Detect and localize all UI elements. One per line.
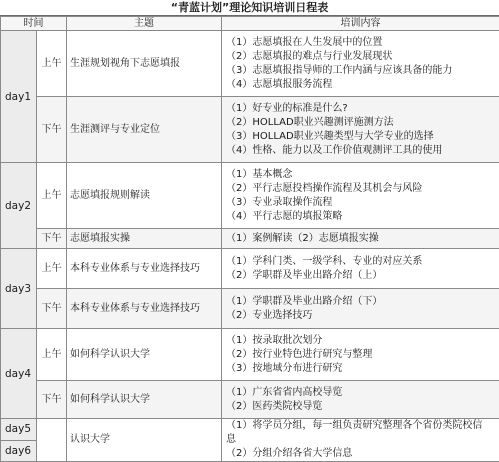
period-cell: 下午 <box>37 97 67 163</box>
topic-cell: 志愿填报实操 <box>67 229 222 249</box>
day-cell: day4 <box>1 329 37 419</box>
content-item: 息 <box>226 434 236 445</box>
topic-cell: 本科专业体系与专业选择技巧 <box>67 289 222 329</box>
content-item: （2）志愿填报的难点与行业发展现状 <box>226 50 393 62</box>
table-row <box>1 381 499 419</box>
topic-cell: 生涯规划视角下志愿填报 <box>67 31 222 97</box>
header-time: 时间 <box>1 17 67 31</box>
content-item: （1）基本概念 <box>226 168 293 180</box>
content-item: （1）按录取批次划分 <box>226 334 323 346</box>
content-item: （1）学职群及毕业出路介绍（下） <box>226 295 383 307</box>
topic-cell: 志愿填报规则解读 <box>67 163 222 229</box>
day-cell: day3 <box>1 249 37 329</box>
content-item: （2）医药类院校导览 <box>226 400 323 412</box>
day-cell: day2 <box>1 163 37 249</box>
table-row <box>1 329 499 381</box>
content-item: （1）志愿填报在人生发展中的位置 <box>226 36 383 48</box>
table-row <box>1 31 499 97</box>
content-item: （4）志愿填报服务流程 <box>226 78 333 90</box>
content-cell <box>222 229 499 249</box>
content-item: （1）案例解读（2）志愿填报实操 <box>226 232 379 244</box>
header-topic: 主题 <box>67 17 222 31</box>
content-item: （2）按行业特色进行研究与整理 <box>226 348 373 360</box>
content-item: （3）志愿填报指导师的工作内涵与应该具备的能力 <box>226 64 453 76</box>
content-item: （4）平行志愿的填报策略 <box>226 210 343 222</box>
table-row <box>1 229 499 249</box>
content-item: （1）将学员分组，每一组负责研究整理各个省份类院校信 <box>226 420 483 431</box>
content-item: （2）HOLLAD职业兴趣测评施测方法 <box>226 116 394 128</box>
period-cell: 下午 <box>37 381 67 419</box>
table-row <box>1 289 499 329</box>
content-item: （1）好专业的标准是什么? <box>226 102 348 114</box>
period-cell: 上午 <box>37 31 67 97</box>
content-item: （1）学科门类、一级学科、专业的对应关系 <box>226 255 423 267</box>
header-content: 培训内容 <box>222 17 499 31</box>
table-row <box>1 419 499 441</box>
content-cell <box>222 31 499 97</box>
page-title: “青蓝计划”理论知识培训日程表 <box>0 0 499 16</box>
content-cell <box>222 381 499 419</box>
table-row <box>1 249 499 289</box>
content-cell <box>222 329 499 381</box>
topic-cell: 本科专业体系与专业选择技巧 <box>67 249 222 289</box>
day-cell: day6 <box>1 440 37 462</box>
period-cell: 下午 <box>37 289 67 329</box>
content-item: （2）分组介绍各省大学信息 <box>226 448 353 459</box>
content-cell <box>222 97 499 163</box>
topic-cell: 如何科学认识大学 <box>67 329 222 381</box>
period-cell: 上午 <box>37 163 67 229</box>
content-cell <box>222 289 499 329</box>
content-item: （1）广东省省内高校导览 <box>226 386 343 398</box>
period-cell: 下午 <box>37 229 67 249</box>
period-cell <box>37 419 67 462</box>
content-cell <box>222 419 499 462</box>
table-row <box>1 97 499 163</box>
content-item: （3）按地域分布进行研究 <box>226 362 343 374</box>
content-cell <box>222 249 499 289</box>
table-row <box>1 163 499 229</box>
day-cell: day1 <box>1 31 37 163</box>
day-cell: day5 <box>1 419 37 441</box>
content-cell <box>222 163 499 229</box>
content-item: （2）学职群及毕业出路介绍（上） <box>226 269 383 281</box>
period-cell: 上午 <box>37 329 67 381</box>
header-row <box>1 17 499 31</box>
topic-cell: 生涯测评与专业定位 <box>67 97 222 163</box>
schedule-table <box>0 16 499 462</box>
content-item: （3）HOLLAD职业兴趣类型与大学专业的选择 <box>226 130 434 142</box>
content-item: （2）平行志愿投档操作流程及其机会与风险 <box>226 182 423 194</box>
topic-cell: 如何科学认识大学 <box>67 381 222 419</box>
topic-cell: 认识大学 <box>67 419 222 462</box>
period-cell: 上午 <box>37 249 67 289</box>
content-item: （4）性格、能力以及工作价值观测评工具的使用 <box>226 144 443 156</box>
content-item: （3）专业录取操作流程 <box>226 196 333 208</box>
content-item: （2）专业选择技巧 <box>226 309 313 321</box>
